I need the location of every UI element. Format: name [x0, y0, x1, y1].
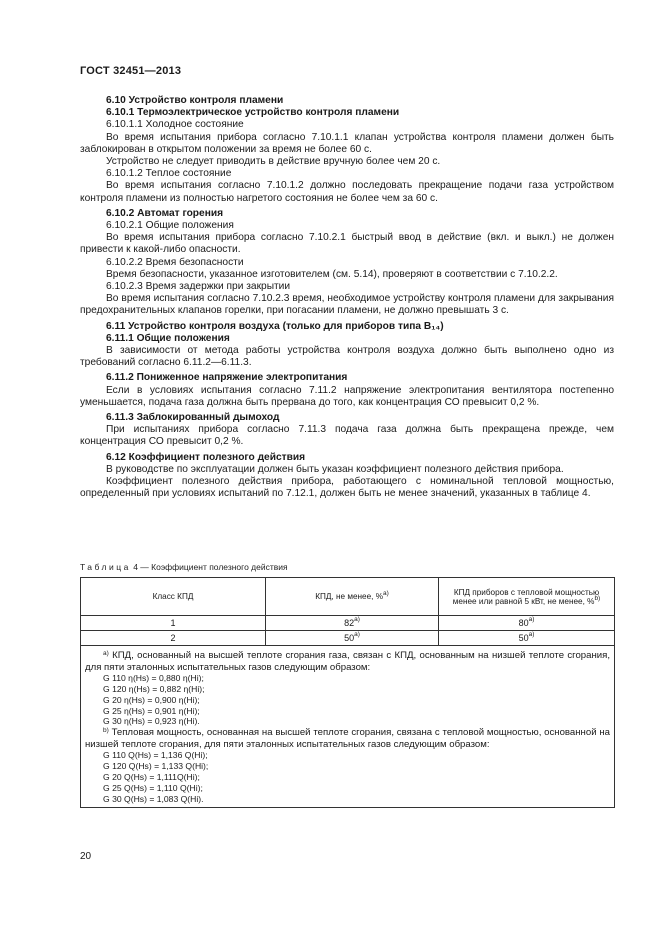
heading-6-11-2: 6.11.2 Пониженное напряжение электропитания	[106, 372, 348, 384]
table-cell: 1	[81, 616, 266, 631]
document-header: ГОСТ 32451—2013	[80, 65, 182, 77]
paragraph: Во время испытания прибора согласно 7.10.2.1 быстрый ввод в действие (вкл. и выкл.) не должен привести к какой-либо опасности.	[80, 232, 614, 256]
table-notes	[81, 646, 615, 808]
formula-line: G 30 η(Hs) = 0,923 η(Hi).	[103, 716, 200, 727]
heading-6-10-1: 6.10.1 Термоэлектрическое устройство контроля пламени	[106, 107, 400, 119]
table-cell: $50^{а)}$	[439, 631, 615, 646]
formula-line: G 20 Q(Hs) = 1,111Q(Hi);	[103, 771, 200, 782]
footnote-a: $^{а)}$ КПД, основанный на высшей теплоте сгорания газа, связан с КПД, основанным на низшей теплоте сгорания, для пяти эталонных испытательных газов следующим образом:	[85, 650, 610, 673]
table-notes-row	[81, 646, 615, 808]
formula-line: G 25 Q(Hs) = 1,110 Q(Hi);	[103, 782, 203, 793]
table-row	[81, 616, 615, 631]
heading-6-11-3: 6.11.3 Заблокированный дымоход	[106, 412, 280, 424]
paragraph: Во время испытания согласно 7.10.2.3 время, необходимое устройству контроля пламени для закрывания предохранительных клапанов горелки, при погасании пламени, не должно превышать 3 с.	[80, 293, 614, 317]
table-cell: $50^{а)}$	[266, 631, 439, 646]
paragraph: Устройство не следует приводить в действие вручную более чем 20 с.	[106, 156, 441, 168]
paragraph: Во время испытания согласно 7.10.1.2 должно последовать прекращение подачи газа устройством контроля пламени из полностью нагретого состояния не более чем за 60 с.	[80, 180, 614, 204]
formula-line: G 120 η(Hs) = 0,882 η(Hi);	[103, 683, 205, 694]
header-cell: КПД, не менее, %$^{а)}$	[266, 578, 439, 616]
heading-6-10-2: 6.10.2 Автомат горения	[106, 207, 224, 219]
formula-line: G 30 Q(Hs) = 1,083 Q(Hi).	[103, 793, 204, 804]
paragraph: Коэффициент полезного действия прибора, работающего с номинальной тепловой мощностью, определенный при условиях испытаний по 7.12.1, должен быть не менее значений, указанных в таблице 4.	[80, 476, 614, 500]
heading-6-10: 6.10 Устройство контроля пламени	[106, 95, 284, 106]
formula-line: G 25 η(Hs) = 0,901 η(Hi);	[103, 705, 200, 716]
header-cell: Класс КПД	[81, 578, 266, 616]
paragraph: Время безопасности, указанное изготовителем (см. 5.14), проверяют в соответствии с 7.10.2.2.	[106, 268, 558, 280]
heading-6-11: 6.11 Устройство контроля воздуха (только для приборов типа B₁₄)	[106, 320, 444, 332]
subheading-6-10-2-2: 6.10.2.2 Время безопасности	[106, 256, 244, 268]
subheading-6-10-2-1: 6.10.2.1 Общие положения	[106, 220, 234, 232]
table-caption	[80, 562, 288, 572]
table-cell: $80^{а)}$	[439, 616, 615, 631]
formula-line: G 110 η(Hs) = 0,880 η(Hi);	[103, 673, 204, 684]
table-cell: $82^{а)}$	[266, 616, 439, 631]
formula-line: G 20 η(Hs) = 0,900 η(Hi);	[103, 694, 200, 705]
footnote-b: $^{b)}$ Тепловая мощность, основанная на высшей теплоте сгорания, связана с тепловой мощностью, основанной на низшей теплоте сгорания, для пяти эталонных испытательных газов следующим образом:	[85, 727, 610, 750]
formula-line: G 120 Q(Hs) = 1,133 Q(Hi);	[103, 761, 209, 772]
page-number: 20	[80, 851, 92, 862]
table-cell: 2	[81, 631, 266, 646]
body-content	[80, 95, 614, 501]
subheading-6-10-2-3: 6.10.2.3 Время задержки при закрытии	[106, 281, 291, 293]
heading-6-12: 6.12 Коэффициент полезного действия	[106, 451, 306, 463]
table-row	[81, 631, 615, 646]
paragraph: Во время испытания прибора согласно 7.10.1.1 клапан устройства контроля пламени должен быть заблокирован в открытом положении за время не более 60 с.	[80, 131, 614, 155]
paragraph: В руководстве по эксплуатации должен быть указан коэффициент полезного действия прибора.	[106, 463, 564, 475]
formula-line: G 110 Q(Hs) = 1,136 Q(Hi);	[103, 750, 208, 761]
table-caption-text: 4 — Коэффициент полезного действия	[133, 562, 288, 572]
paragraph: Если в условиях испытания согласно 7.11.2 напряжение электропитания вентилятора постепенно уменьшается, подача газа должна быть прервана до того, как концентрация СО превысит 0,2 %.	[80, 384, 614, 408]
heading-6-11-1: 6.11.1 Общие положения	[106, 332, 230, 344]
paragraph: При испытаниях прибора согласно 7.11.3 подача газа должна быть прекращена прежде, чем концентрация СО превысит 0,2 %.	[80, 424, 614, 448]
header-cell: КПД приборов с тепловой мощностью менее или равной 5 кВт, не менее, %$^{b)}$	[439, 578, 615, 616]
table-caption-label: Таблица	[80, 562, 131, 572]
subheading-6-10-1-2: 6.10.1.2 Теплое состояние	[106, 168, 232, 180]
efficiency-table	[80, 577, 615, 808]
paragraph: В зависимости от метода работы устройства контроля воздуха должно быть выполнено одно из требований согласно 6.11.2—6.11.3.	[80, 345, 614, 369]
table-header-row	[81, 578, 615, 616]
subheading-6-10-1-1: 6.10.1.1 Холодное состояние	[106, 119, 244, 131]
